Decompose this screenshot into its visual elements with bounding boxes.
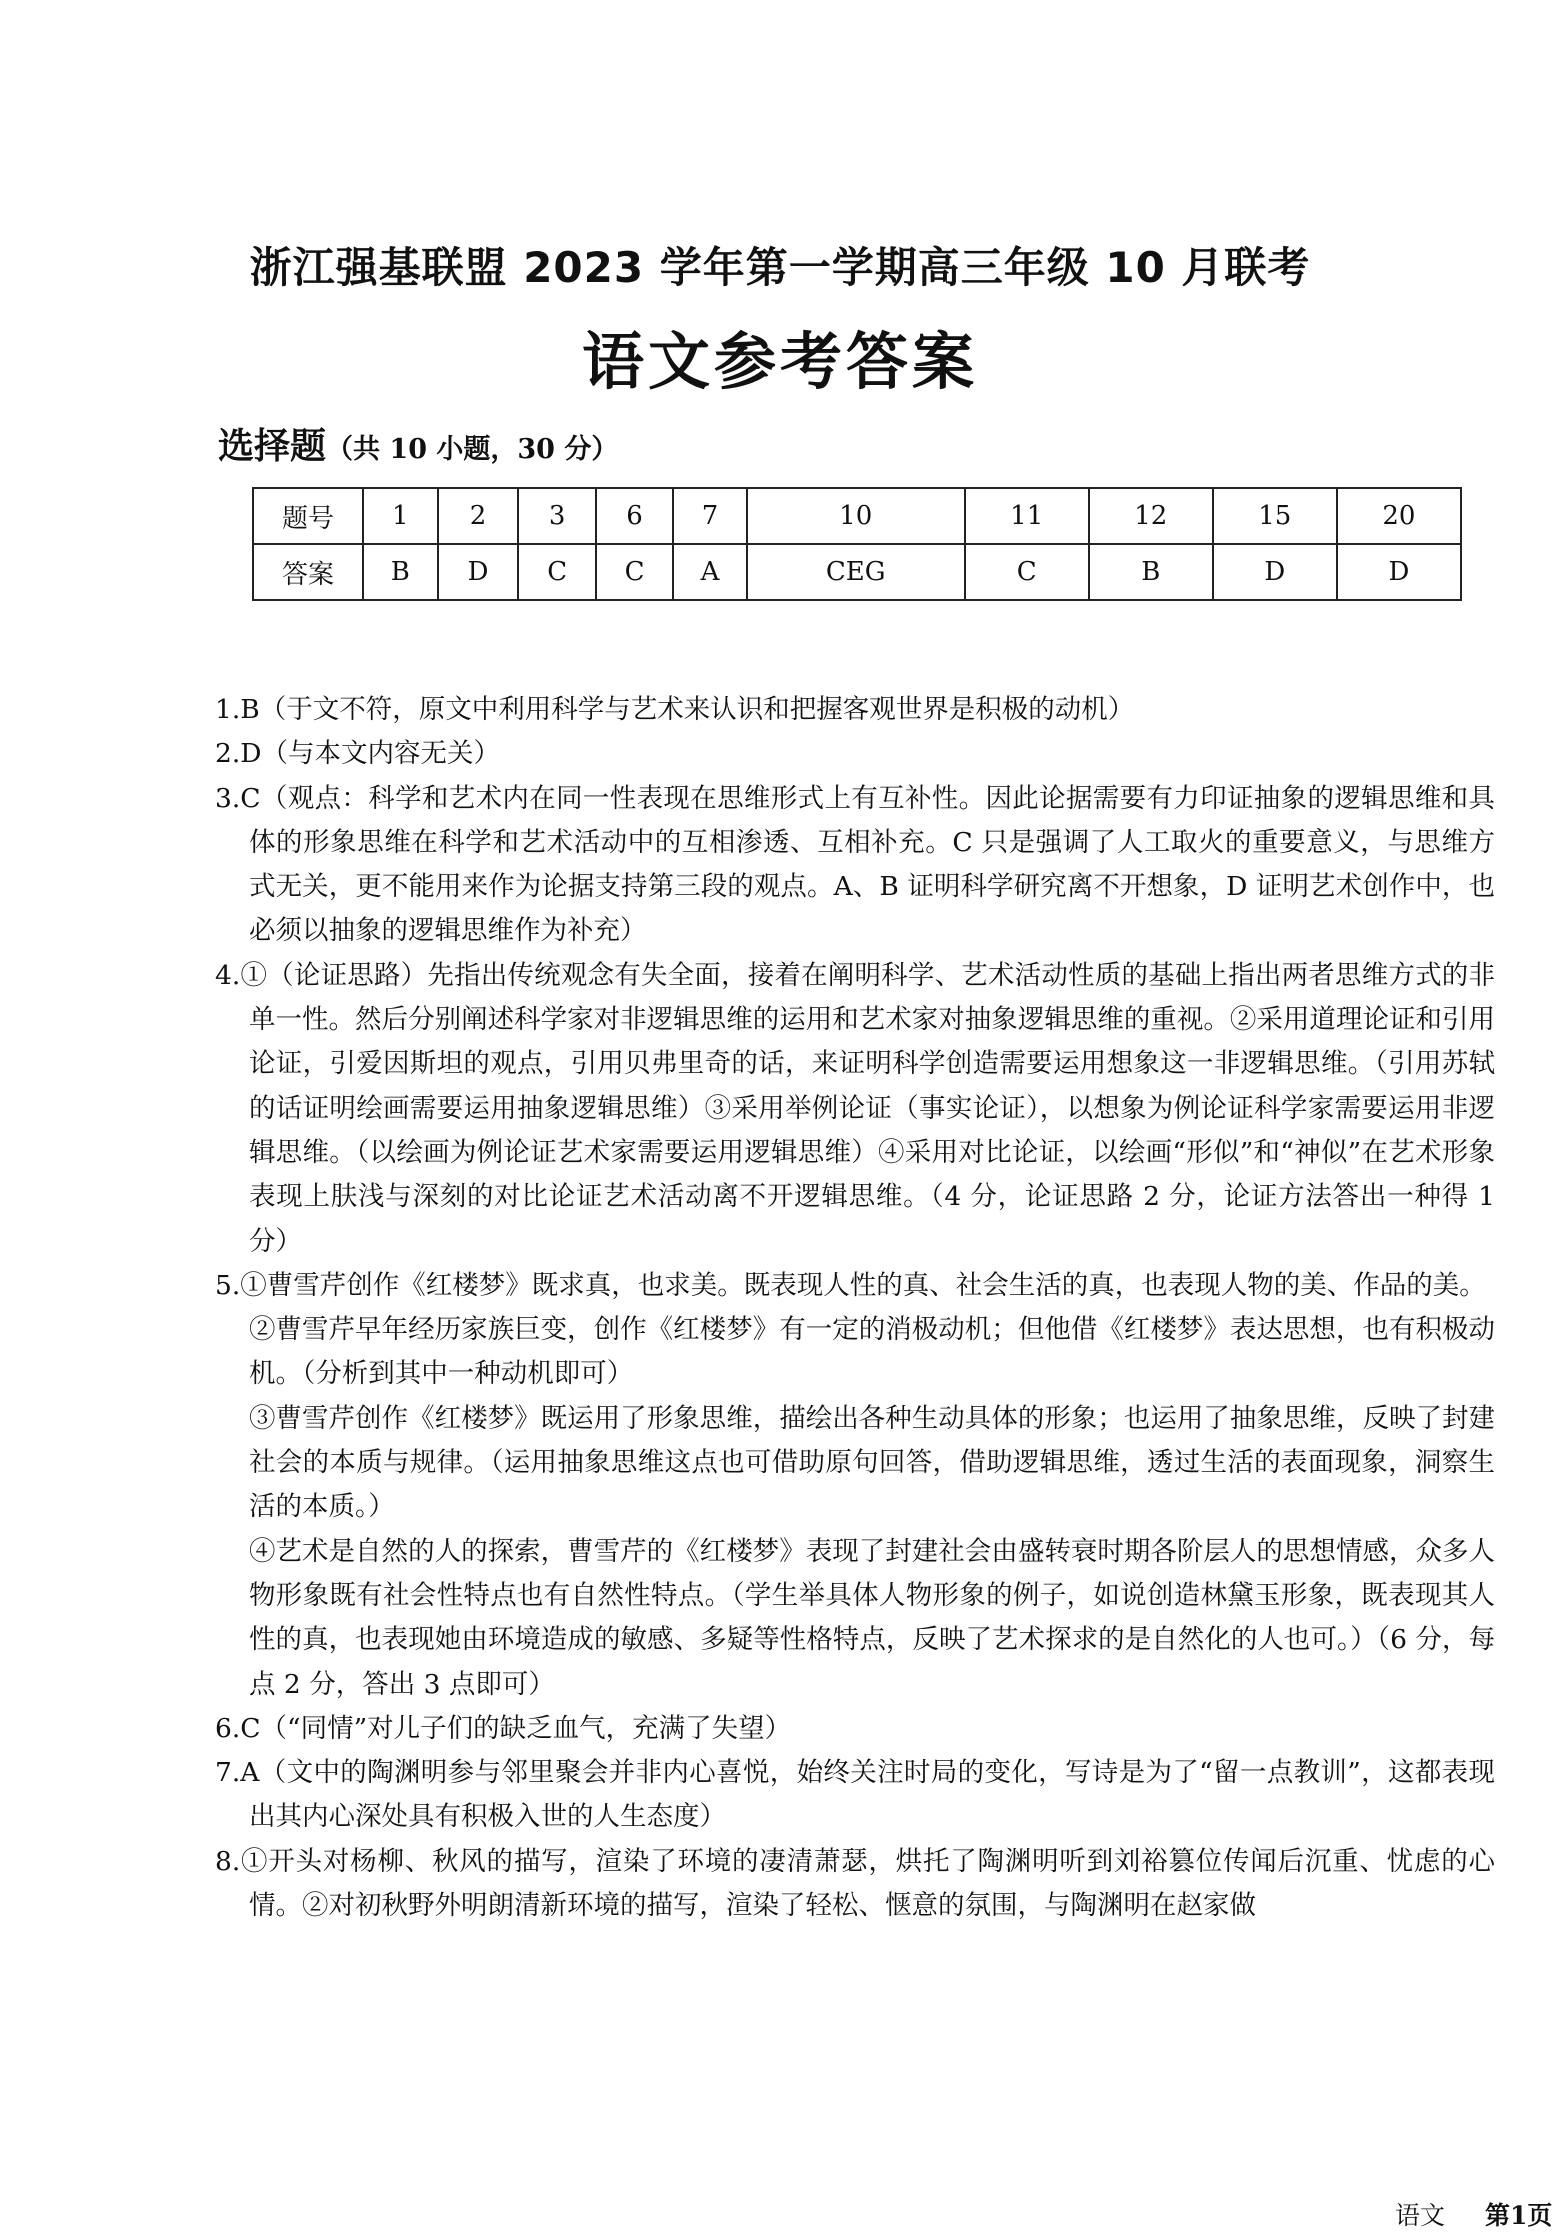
answer-item-6: 6.C（“同情”对儿子们的缺乏血气，充满了失望） [215, 1712, 792, 1744]
question-number-cell: 6 [596, 488, 673, 544]
question-number-cell: 15 [1213, 488, 1337, 544]
answer-5-point-1: 5.①曹雪芹创作《红楼梦》既求真，也求美。既表现人性的真、社会生活的真，也表现人物的美、作品的美。 [215, 1269, 1486, 1301]
row-label-answer: 答案 [253, 544, 363, 600]
answer-item-8: 8.①开头对杨柳、秋风的描写，渲染了环境的凄清萧瑟，烘托了陶渊明听到刘裕篡位传闻后沉重、忧虑的心情。②对初秋野外明朗清新环境的描写，渲染了轻松、惬意的氛围，与陶渊明在赵家做 [215, 1845, 1495, 1922]
answer-cell: C [596, 544, 673, 600]
document-title: 浙江强基联盟 2023 学年第一学期高三年级 10 月联考 [249, 243, 1311, 292]
footer-subject: 语文 [1395, 2201, 1446, 2230]
answer-item-1: 1.B（于文不符，原文中利用科学与艺术来认识和把握客观世界是积极的动机） [215, 694, 1135, 725]
answer-5-point-3: ③曹雪芹创作《红楼梦》既运用了形象思维，描绘出各种生动具体的形象；也运用了抽象思维，反映了封建社会的本质与规律。（运用抽象思维这点也可借助原句回答，借助逻辑思维，透过生活的表面现象，洞察生活的本质。） [249, 1402, 1495, 1523]
section-heading-note: （共 10 小题，30 分） [326, 434, 619, 465]
question-number-row [253, 488, 1461, 544]
answer-item-7: 7.A（文中的陶渊明参与邻里聚会并非内心喜悦，始终关注时局的变化，写诗是为了“留一点教训”，这都表现出其内心深处具有积极入世的人生态度） [215, 1757, 1495, 1833]
answer-row [253, 544, 1461, 600]
answer-cell: A [673, 544, 746, 600]
answer-5-point-4: ④艺术是自然的人的探索，曹雪芹的《红楼梦》表现了封建社会由盛转衰时期各阶层人的思想情感，众多人物形象既有社会性特点也有自然性特点。（学生举具体人物形象的例子，如说创造林黛玉形象，既表现其人性的真，也表现她由环境造成的敏感、多疑等性格特点，反映了艺术探求的是自然化的人也可。）（6 分，每点 2 分，答出 3 点即可） [249, 1535, 1495, 1700]
answer-item-5 [215, 1264, 1495, 1707]
answer-cell: D [1213, 544, 1337, 600]
question-number-cell: 7 [673, 488, 746, 544]
answer-cell: C [965, 544, 1089, 600]
question-number-cell: 2 [438, 488, 519, 544]
question-number-cell: 1 [363, 488, 438, 544]
answer-cell: B [363, 544, 438, 600]
answer-item-3: 3.C（观点：科学和艺术内在同一性表现在思维形式上有互补性。因此论据需要有力印证抽象的逻辑思维和具体的形象思维在科学和艺术活动中的互相渗透、互相补充。C 只是强调了人工取火的重要意义，与思维方式无关，更不能用来作为论据支持第三段的观点。A、B 证明科学研究离不开想象，D 证明艺术创作中，也必须以抽象的逻辑思维作为补充） [215, 782, 1495, 947]
document-subtitle: 语文参考答案 [581, 325, 978, 398]
section-heading [218, 418, 618, 469]
answer-item-2: 2.D（与本文内容无关） [215, 738, 501, 770]
answer-cell: D [1337, 544, 1461, 600]
answer-cell: B [1089, 544, 1213, 600]
question-number-cell: 20 [1337, 488, 1461, 544]
answer-cell: D [438, 544, 519, 600]
answer-cell: CEG [747, 544, 965, 600]
row-label-question: 题号 [253, 488, 363, 544]
answer-5-point-2: ②曹雪芹早年经历家族巨变，创作《红楼梦》有一定的消极动机；但他借《红楼梦》表达思想，也有积极动机。（分析到其中一种动机即可） [249, 1314, 1495, 1390]
question-number-cell: 10 [747, 488, 965, 544]
answer-item-4: 4.①（论证思路）先指出传统观念有失全面，接着在阐明科学、艺术活动性质的基础上指出两者思维方式的非单一性。然后分别阐述科学家对非逻辑思维的运用和艺术家对抽象逻辑思维的重视。②采用道理论证和引用论证，引爱因斯坦的观点，引用贝弗里奇的话，来证明科学创造需要运用想象这一非逻辑思维。（引用苏轼的话证明绘画需要运用抽象逻辑思维）③采用举例论证（事实论证），以想象为例论证科学家需要运用非逻辑思维。（以绘画为例论证艺术家需要运用逻辑思维）④采用对比论证，以绘画“形似”和“神似”在艺术形象表现上肤浅与深刻的对比论证艺术活动离不开逻辑思维。（4 分，论证思路 2 分，论证方法答出一种得 1 分） [215, 959, 1495, 1257]
footer-page-number: 第1页 [1485, 2201, 1553, 2230]
question-number-cell: 3 [518, 488, 595, 544]
answer-explanations [215, 688, 1495, 1928]
question-number-cell: 11 [965, 488, 1089, 544]
section-heading-title: 选择题 [218, 426, 327, 467]
answer-cell: C [518, 544, 595, 600]
answer-table [252, 487, 1462, 601]
question-number-cell: 12 [1089, 488, 1213, 544]
